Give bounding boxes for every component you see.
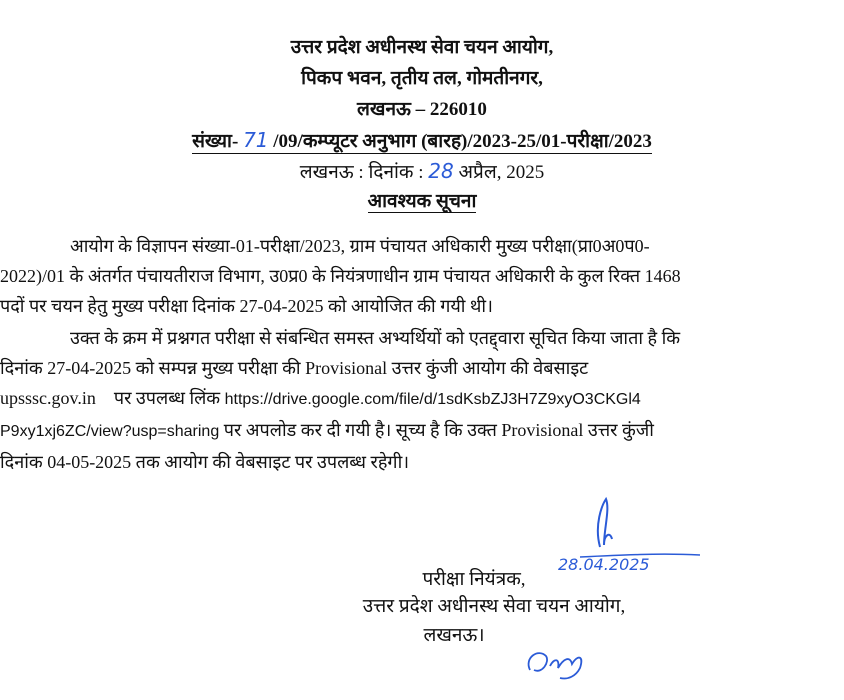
header-line-1: उत्तर प्रदेश अधीनस्थ सेवा चयन आयोग, — [290, 37, 554, 58]
paragraph-1-line-2: 2022)/01 के अंतर्गत पंचायतीराज विभाग, उ0प्र0 के नियंत्रणाधीन ग्राम पंचायत अधिकारी के कुल रिक्त 1468 — [0, 266, 681, 286]
header-line-3: लखनऊ – 226010 — [357, 99, 487, 120]
reference-prefix: संख्या- — [192, 131, 239, 152]
paragraph-2 — [0, 323, 844, 477]
answer-key-link-part-2[interactable]: P9xy1xj6ZC/view?usp=sharing — [0, 423, 220, 440]
paragraph-2-line-5: दिनांक 04-05-2025 तक आयोग की वेबसाइट पर उपलब्ध रहेगी। — [0, 452, 410, 472]
paragraph-2-line-1: उक्त के क्रम में प्रश्नगत परीक्षा से संबन्धित समस्त अभ्यर्थियों को एतद्द्वारा सूचित किया जाता है कि — [70, 328, 681, 348]
notice-title: आवश्यक सूचना — [367, 191, 477, 212]
date-line — [0, 159, 844, 185]
paragraph-2-line-3 — [0, 383, 844, 415]
reference-underline — [192, 128, 652, 154]
paragraph-1-line-3: पदों पर चयन हेतु मुख्य परीक्षा दिनांक 27-04-2025 को आयोजित की गयी थी। — [0, 296, 493, 316]
header-line-2: पिकप भवन, तृतीय तल, गोमतीनगर, — [301, 68, 543, 89]
paragraph-2-line-4-rest: पर अपलोड कर दी गयी है। सूच्य है कि उक्त Provisional उत्तर कुंजी — [223, 420, 654, 440]
reference-number — [0, 128, 844, 154]
website-text: upsssc.gov.in — [0, 388, 96, 408]
paragraph-1 — [0, 231, 844, 321]
signature-city: लखनऊ। — [423, 625, 485, 646]
initials-scribble — [520, 640, 600, 690]
paragraph-2-line-2: दिनांक 27-04-2025 को सम्पन्न मुख्य परीक्षा की Provisional उत्तर कुंजी आयोग की वेबसाइट — [0, 358, 589, 378]
reference-suffix: /09/कम्प्यूटर अनुभाग (बारह)/2023-25/01-परीक्षा/2023 — [273, 131, 652, 152]
paragraph-2-line-4 — [0, 415, 844, 447]
link-intro-text: पर उपलब्ध लिंक — [113, 388, 221, 408]
signature-designation: परीक्षा नियंत्रक, — [422, 569, 526, 590]
signature-organization: उत्तर प्रदेश अधीनस्थ सेवा चयन आयोग, — [362, 596, 626, 617]
date-suffix: अप्रैल, 2025 — [458, 162, 545, 183]
handwritten-signature-date: 28.04.2025 — [558, 555, 650, 574]
answer-key-link-part-1[interactable]: https://drive.google.com/file/d/1sdKsbZJ3H7Z9xyO3CKGl4 — [224, 391, 641, 408]
handwritten-date-day: 28 — [428, 159, 454, 183]
handwritten-reference-number: 71 — [243, 128, 269, 152]
paragraph-1-line-1: आयोग के विज्ञापन संख्या-01-परीक्षा/2023, ग्राम पंचायत अधिकारी मुख्य परीक्षा(प्रा0अ0प0- — [70, 236, 650, 256]
date-prefix: लखनऊ : दिनांक : — [299, 162, 424, 183]
